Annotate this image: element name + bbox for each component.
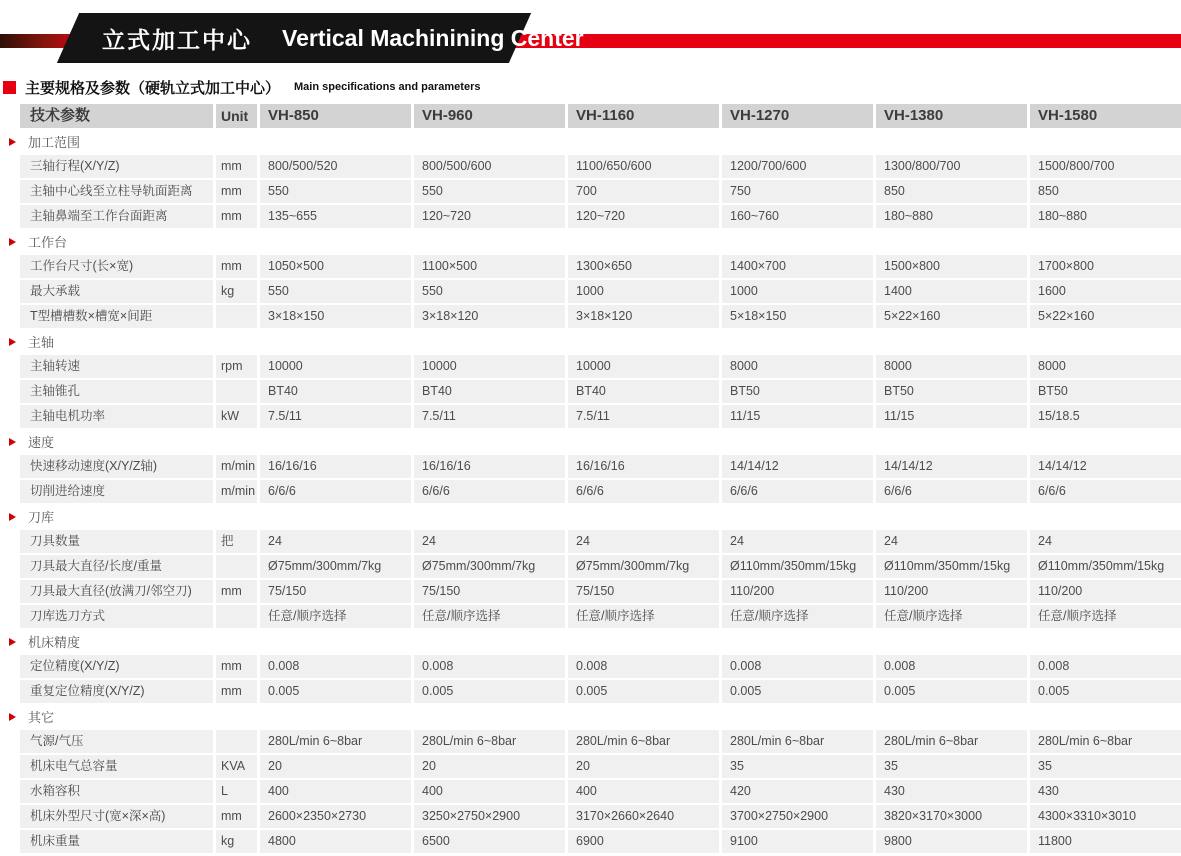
spec-value: 3×18×120 bbox=[414, 305, 565, 328]
spec-value: 1050×500 bbox=[260, 255, 411, 278]
section-row bbox=[0, 130, 1181, 153]
spec-value: 16/16/16 bbox=[568, 455, 719, 478]
spec-value: 120~720 bbox=[414, 205, 565, 228]
spec-row bbox=[20, 755, 1181, 778]
spec-value: 3×18×120 bbox=[568, 305, 719, 328]
spec-value: 任意/顺序选择 bbox=[876, 605, 1027, 628]
section-title: 速度 bbox=[28, 435, 55, 450]
spec-value: 280L/min 6~8bar bbox=[876, 730, 1027, 753]
spec-label: 刀库选刀方式 bbox=[20, 605, 213, 628]
spec-value: 8000 bbox=[1030, 355, 1181, 378]
spec-value: 0.008 bbox=[722, 655, 873, 678]
spec-value: 20 bbox=[568, 755, 719, 778]
section-arrow-icon bbox=[9, 513, 16, 521]
spec-unit: rpm bbox=[216, 355, 257, 378]
spec-row bbox=[20, 405, 1181, 428]
spec-value: 20 bbox=[260, 755, 411, 778]
spec-value: 14/14/12 bbox=[876, 455, 1027, 478]
section-row bbox=[0, 330, 1181, 353]
spec-row bbox=[20, 580, 1181, 603]
section-heading-cn: 主要规格及参数（硬轨立式加工中心） bbox=[25, 79, 281, 97]
spec-value: 9800 bbox=[876, 830, 1027, 853]
section-title: 工作台 bbox=[28, 235, 68, 250]
spec-unit: mm bbox=[216, 580, 257, 603]
spec-value: 16/16/16 bbox=[414, 455, 565, 478]
spec-unit: mm bbox=[216, 155, 257, 178]
spec-label: 重复定位精度(X/Y/Z) bbox=[20, 680, 213, 703]
spec-value: 6/6/6 bbox=[568, 480, 719, 503]
spec-value: 5×22×160 bbox=[1030, 305, 1181, 328]
spec-value: 5×22×160 bbox=[876, 305, 1027, 328]
spec-value: 35 bbox=[1030, 755, 1181, 778]
spec-value: 10000 bbox=[414, 355, 565, 378]
section-row bbox=[0, 630, 1181, 653]
spec-value: 6500 bbox=[414, 830, 565, 853]
col-header-model: VH-1580 bbox=[1030, 104, 1181, 128]
spec-value: 750 bbox=[722, 180, 873, 203]
spec-value: 1000 bbox=[568, 280, 719, 303]
spec-value: 3700×2750×2900 bbox=[722, 805, 873, 828]
spec-row bbox=[20, 605, 1181, 628]
spec-value: 0.005 bbox=[414, 680, 565, 703]
spec-value: 0.005 bbox=[568, 680, 719, 703]
section-arrow-icon bbox=[9, 138, 16, 146]
spec-value: 1700×800 bbox=[1030, 255, 1181, 278]
spec-value: 700 bbox=[568, 180, 719, 203]
spec-value: 3820×3170×3000 bbox=[876, 805, 1027, 828]
spec-value: 任意/顺序选择 bbox=[260, 605, 411, 628]
spec-value: Ø75mm/300mm/7kg bbox=[260, 555, 411, 578]
spec-label: 机床电气总容量 bbox=[20, 755, 213, 778]
spec-row bbox=[20, 555, 1181, 578]
spec-value: 0.008 bbox=[876, 655, 1027, 678]
spec-value: 1300/800/700 bbox=[876, 155, 1027, 178]
spec-value: BT40 bbox=[568, 380, 719, 403]
spec-value: 280L/min 6~8bar bbox=[414, 730, 565, 753]
spec-unit bbox=[216, 305, 257, 328]
spec-label: 主轴鼻端至工作台面距离 bbox=[20, 205, 213, 228]
spec-value: 1400×700 bbox=[722, 255, 873, 278]
col-header-model: VH-850 bbox=[260, 104, 411, 128]
section-title: 其它 bbox=[28, 710, 55, 725]
spec-value: 16/16/16 bbox=[260, 455, 411, 478]
spec-unit: mm bbox=[216, 255, 257, 278]
spec-value: 6/6/6 bbox=[1030, 480, 1181, 503]
spec-unit: kg bbox=[216, 830, 257, 853]
section-arrow-icon bbox=[9, 238, 16, 246]
spec-label: 最大承载 bbox=[20, 280, 213, 303]
spec-label: 主轴转速 bbox=[20, 355, 213, 378]
spec-value: 110/200 bbox=[876, 580, 1027, 603]
spec-value: 1400 bbox=[876, 280, 1027, 303]
spec-value: 120~720 bbox=[568, 205, 719, 228]
spec-label: 刀具最大直径(放满刀/邻空刀) bbox=[20, 580, 213, 603]
spec-unit: m/min bbox=[216, 480, 257, 503]
spec-value: 850 bbox=[876, 180, 1027, 203]
spec-unit: KVA bbox=[216, 755, 257, 778]
spec-value: 280L/min 6~8bar bbox=[260, 730, 411, 753]
spec-value: 280L/min 6~8bar bbox=[1030, 730, 1181, 753]
spec-value: BT50 bbox=[722, 380, 873, 403]
spec-value: 550 bbox=[260, 280, 411, 303]
spec-unit: kW bbox=[216, 405, 257, 428]
spec-row bbox=[20, 380, 1181, 403]
spec-value: 10000 bbox=[568, 355, 719, 378]
spec-value: Ø75mm/300mm/7kg bbox=[414, 555, 565, 578]
spec-value: 24 bbox=[1030, 530, 1181, 553]
spec-value: 1100/650/600 bbox=[568, 155, 719, 178]
spec-row bbox=[20, 205, 1181, 228]
banner-title-plate bbox=[57, 13, 584, 63]
spec-unit: mm bbox=[216, 680, 257, 703]
spec-label: 刀具数量 bbox=[20, 530, 213, 553]
spec-value: 3250×2750×2900 bbox=[414, 805, 565, 828]
spec-value: 0.005 bbox=[260, 680, 411, 703]
col-header-model: VH-1160 bbox=[568, 104, 719, 128]
spec-value: 430 bbox=[876, 780, 1027, 803]
spec-row bbox=[20, 280, 1181, 303]
spec-value: 0.005 bbox=[876, 680, 1027, 703]
spec-value: 24 bbox=[876, 530, 1027, 553]
section-row bbox=[0, 505, 1181, 528]
spec-value: 75/150 bbox=[414, 580, 565, 603]
col-header-model: VH-960 bbox=[414, 104, 565, 128]
spec-value: 420 bbox=[722, 780, 873, 803]
spec-value: Ø110mm/350mm/15kg bbox=[876, 555, 1027, 578]
spec-row bbox=[20, 530, 1181, 553]
spec-value: 1100×500 bbox=[414, 255, 565, 278]
spec-row bbox=[20, 780, 1181, 803]
spec-unit: 把 bbox=[216, 530, 257, 553]
spec-value: 11/15 bbox=[876, 405, 1027, 428]
spec-value: 550 bbox=[260, 180, 411, 203]
spec-value: 400 bbox=[568, 780, 719, 803]
spec-value: 11800 bbox=[1030, 830, 1181, 853]
spec-value: 3170×2660×2640 bbox=[568, 805, 719, 828]
section-arrow-icon bbox=[9, 338, 16, 346]
spec-value: 1000 bbox=[722, 280, 873, 303]
spec-value: 4800 bbox=[260, 830, 411, 853]
spec-value: 24 bbox=[568, 530, 719, 553]
spec-value: 6/6/6 bbox=[260, 480, 411, 503]
spec-value: 6/6/6 bbox=[414, 480, 565, 503]
section-arrow-icon bbox=[9, 438, 16, 446]
spec-row bbox=[20, 730, 1181, 753]
spec-value: 9100 bbox=[722, 830, 873, 853]
spec-value: 1500×800 bbox=[876, 255, 1027, 278]
spec-value: 15/18.5 bbox=[1030, 405, 1181, 428]
spec-value: 20 bbox=[414, 755, 565, 778]
section-title: 主轴 bbox=[28, 335, 55, 350]
spec-value: 1600 bbox=[1030, 280, 1181, 303]
section-row bbox=[0, 230, 1181, 253]
spec-value: 8000 bbox=[876, 355, 1027, 378]
spec-unit: m/min bbox=[216, 455, 257, 478]
spec-label: 机床重量 bbox=[20, 830, 213, 853]
section-arrow-icon bbox=[9, 713, 16, 721]
spec-label: 工作台尺寸(长×宽) bbox=[20, 255, 213, 278]
spec-value: 6/6/6 bbox=[722, 480, 873, 503]
spec-unit: mm bbox=[216, 655, 257, 678]
spec-value: 1300×650 bbox=[568, 255, 719, 278]
section-heading bbox=[0, 76, 1181, 98]
spec-unit: kg bbox=[216, 280, 257, 303]
section-arrow-icon bbox=[9, 638, 16, 646]
spec-row bbox=[20, 255, 1181, 278]
spec-value: 160~760 bbox=[722, 205, 873, 228]
spec-unit: mm bbox=[216, 205, 257, 228]
spec-value: 400 bbox=[414, 780, 565, 803]
spec-row bbox=[20, 355, 1181, 378]
spec-value: 7.5/11 bbox=[260, 405, 411, 428]
spec-value: 5×18×150 bbox=[722, 305, 873, 328]
spec-unit: mm bbox=[216, 180, 257, 203]
spec-value: 0.008 bbox=[414, 655, 565, 678]
spec-value: 0.008 bbox=[568, 655, 719, 678]
section-row bbox=[0, 705, 1181, 728]
spec-value: BT40 bbox=[260, 380, 411, 403]
spec-value: 0.005 bbox=[1030, 680, 1181, 703]
spec-unit: mm bbox=[216, 805, 257, 828]
spec-value: 550 bbox=[414, 280, 565, 303]
spec-row bbox=[20, 455, 1181, 478]
section-title: 刀库 bbox=[28, 510, 55, 525]
spec-value: 180~880 bbox=[1030, 205, 1181, 228]
spec-value: 24 bbox=[260, 530, 411, 553]
spec-row bbox=[20, 155, 1181, 178]
banner-title-cn: 立式加工中心 bbox=[102, 26, 252, 53]
spec-label: 主轴中心线至立柱导轨面距离 bbox=[20, 180, 213, 203]
banner-title-en: Vertical Machinining Center bbox=[282, 24, 584, 51]
spec-label: 气源/气压 bbox=[20, 730, 213, 753]
spec-row bbox=[20, 305, 1181, 328]
spec-value: 任意/顺序选择 bbox=[722, 605, 873, 628]
spec-value: 11/15 bbox=[722, 405, 873, 428]
spec-value: 35 bbox=[876, 755, 1027, 778]
spec-value: Ø110mm/350mm/15kg bbox=[722, 555, 873, 578]
spec-value: 135~655 bbox=[260, 205, 411, 228]
spec-row bbox=[20, 805, 1181, 828]
spec-value: 14/14/12 bbox=[1030, 455, 1181, 478]
spec-row bbox=[20, 830, 1181, 853]
spec-value: 110/200 bbox=[1030, 580, 1181, 603]
spec-value: 2600×2350×2730 bbox=[260, 805, 411, 828]
spec-value: 400 bbox=[260, 780, 411, 803]
spec-value: 10000 bbox=[260, 355, 411, 378]
section-heading-en: Main specifications and parameters bbox=[294, 81, 481, 93]
col-header-model: VH-1270 bbox=[722, 104, 873, 128]
col-header-model: VH-1380 bbox=[876, 104, 1027, 128]
spec-value: 850 bbox=[1030, 180, 1181, 203]
spec-value: 24 bbox=[722, 530, 873, 553]
spec-value: 0.008 bbox=[1030, 655, 1181, 678]
spec-value: 任意/顺序选择 bbox=[1030, 605, 1181, 628]
spec-value: 800/500/520 bbox=[260, 155, 411, 178]
spec-value: 0.005 bbox=[722, 680, 873, 703]
spec-value: Ø75mm/300mm/7kg bbox=[568, 555, 719, 578]
spec-label: 水箱容积 bbox=[20, 780, 213, 803]
spec-value: 4300×3310×3010 bbox=[1030, 805, 1181, 828]
spec-value: 6/6/6 bbox=[876, 480, 1027, 503]
spec-label: 主轴电机功率 bbox=[20, 405, 213, 428]
spec-value: BT40 bbox=[414, 380, 565, 403]
spec-value: BT50 bbox=[1030, 380, 1181, 403]
spec-value: 110/200 bbox=[722, 580, 873, 603]
red-square-icon bbox=[3, 81, 16, 94]
spec-label: 快速移动速度(X/Y/Z轴) bbox=[20, 455, 213, 478]
spec-unit: L bbox=[216, 780, 257, 803]
spec-value: 7.5/11 bbox=[568, 405, 719, 428]
spec-value: 550 bbox=[414, 180, 565, 203]
spec-value: 7.5/11 bbox=[414, 405, 565, 428]
spec-row bbox=[20, 480, 1181, 503]
spec-value: 8000 bbox=[722, 355, 873, 378]
spec-unit bbox=[216, 380, 257, 403]
section-row bbox=[0, 430, 1181, 453]
spec-value: Ø110mm/350mm/15kg bbox=[1030, 555, 1181, 578]
spec-value: 1200/700/600 bbox=[722, 155, 873, 178]
spec-unit bbox=[216, 555, 257, 578]
spec-value: 3×18×150 bbox=[260, 305, 411, 328]
spec-value: 1500/800/700 bbox=[1030, 155, 1181, 178]
section-title: 加工范围 bbox=[28, 135, 81, 150]
spec-label: 切削进给速度 bbox=[20, 480, 213, 503]
spec-value: 280L/min 6~8bar bbox=[568, 730, 719, 753]
spec-value: 280L/min 6~8bar bbox=[722, 730, 873, 753]
spec-value: 任意/顺序选择 bbox=[568, 605, 719, 628]
page-banner bbox=[0, 0, 1181, 70]
spec-value: BT50 bbox=[876, 380, 1027, 403]
spec-value: 180~880 bbox=[876, 205, 1027, 228]
specification-table bbox=[0, 104, 1181, 853]
spec-value: 75/150 bbox=[260, 580, 411, 603]
spec-value: 800/500/600 bbox=[414, 155, 565, 178]
col-header-unit: Unit bbox=[216, 104, 257, 128]
spec-label: 机床外型尺寸(宽×深×高) bbox=[20, 805, 213, 828]
spec-row bbox=[20, 655, 1181, 678]
spec-label: 主轴锥孔 bbox=[20, 380, 213, 403]
spec-label: 定位精度(X/Y/Z) bbox=[20, 655, 213, 678]
spec-row bbox=[20, 180, 1181, 203]
spec-value: 430 bbox=[1030, 780, 1181, 803]
spec-value: 75/150 bbox=[568, 580, 719, 603]
col-header-parameter: 技术参数 bbox=[20, 104, 213, 128]
spec-unit bbox=[216, 605, 257, 628]
table-header-row bbox=[20, 104, 1181, 128]
spec-unit bbox=[216, 730, 257, 753]
spec-label: 三轴行程(X/Y/Z) bbox=[20, 155, 213, 178]
spec-value: 35 bbox=[722, 755, 873, 778]
spec-value: 6900 bbox=[568, 830, 719, 853]
spec-row bbox=[20, 680, 1181, 703]
spec-value: 0.008 bbox=[260, 655, 411, 678]
spec-label: 刀具最大直径/长度/重量 bbox=[20, 555, 213, 578]
spec-label: T型槽槽数×槽宽×间距 bbox=[20, 305, 213, 328]
banner-title-group bbox=[68, 13, 584, 63]
spec-value: 任意/顺序选择 bbox=[414, 605, 565, 628]
section-title: 机床精度 bbox=[28, 635, 81, 650]
spec-value: 14/14/12 bbox=[722, 455, 873, 478]
spec-value: 24 bbox=[414, 530, 565, 553]
